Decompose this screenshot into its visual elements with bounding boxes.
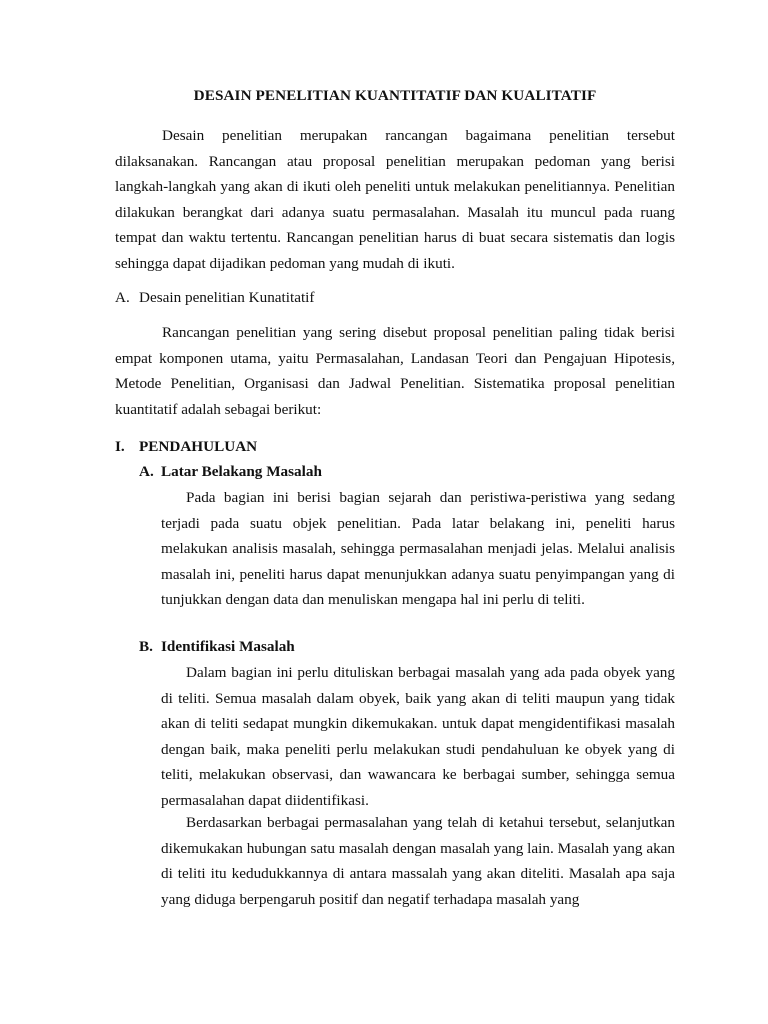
section-a-paragraph: Rancangan penelitian yang sering disebut proposal penelitian paling tidak berisi empat komponen utama, yaitu Permasalahan, Landasan Teori dan Pengajuan Hipotesis, Metode Penelitian, Organisasi dan Jadwal Penelitian. Sistematika proposal penelitian kuantitatif adalah sebagai berikut: [115,324,675,418]
subsection-b-title: Identifikasi Masalah [161,638,295,655]
section-a-number: A. [115,289,130,306]
intro-paragraph: Desain penelitian merupakan rancangan bagaimana penelitian tersebut dilaksanakan. Rancangan atau proposal penelitian merupakan pedoman yang berisi langkah-langkah yang akan di ikuti oleh peneliti untuk melakukan penelitiannya. Penelitian dilakukan berangkat dari adanya suatu permasalahan. Masalah itu muncul pada ruang tempat dan waktu tertentu. Rancangan penelitian harus di buat secara sistematis dan logis sehingga dapat dijadikan pedoman yang mudah di ikuti. [115,127,675,272]
chapter-1-title: PENDAHULUAN [139,438,258,455]
subsection-b-number: B. [139,638,153,655]
subsection-b-paragraph-2: Berdasarkan berbagai permasalahan yang telah di ketahui tersebut, selanjutkan dikemukakan hubungan satu masalah dengan masalah yang lain. Masalah yang akan di teliti itu kedudukkannya di antara massalah yang akan diteliti. Masalah apa saja yang diduga berpengaruh positif dan negatif terhadapa masalah yang [161,814,675,908]
subsection-b-heading [139,634,295,659]
subsection-a-heading [139,459,322,484]
subsection-a-number: A. [139,463,154,480]
chapter-1-heading [115,434,257,459]
chapter-1-number: I. [115,438,125,455]
section-a-title: Desain penelitian Kunatitatif [139,289,315,306]
subsection-a-paragraph: Pada bagian ini berisi bagian sejarah dan peristiwa-peristiwa yang sedang terjadi pada suatu objek penelitian. Pada latar belakang ini, peneliti harus melakukan analisis masalah, sehingga permasalahan menjadi jelas. Melalui analisis masalah ini, peneliti harus dapat menunjukkan adanya suatu penyimpangan yang di tunjukkan dengan data dan menuliskan mengapa hal ini perlu di teliti. [161,489,675,608]
document-title: DESAIN PENELITIAN KUANTITATIF DAN KUALITATIF [193,87,597,104]
section-a-heading [115,285,314,310]
subsection-a-title: Latar Belakang Masalah [161,463,322,480]
subsection-b-paragraph-1: Dalam bagian ini perlu dituliskan berbagai masalah yang ada pada obyek yang di teliti. Semua masalah dalam obyek, baik yang akan di teliti maupun yang tidak akan di teliti sedapat mungkin dikemukakan. untuk dapat mengidentifikasi masalah dengan baik, maka peneliti perlu melakukan studi pendahuluan ke obyek yang di teliti, melakukan observasi, dan wawancara ke berbagai sumber, sehingga semua permasalahan dapat diidentifikasi. [161,664,675,809]
